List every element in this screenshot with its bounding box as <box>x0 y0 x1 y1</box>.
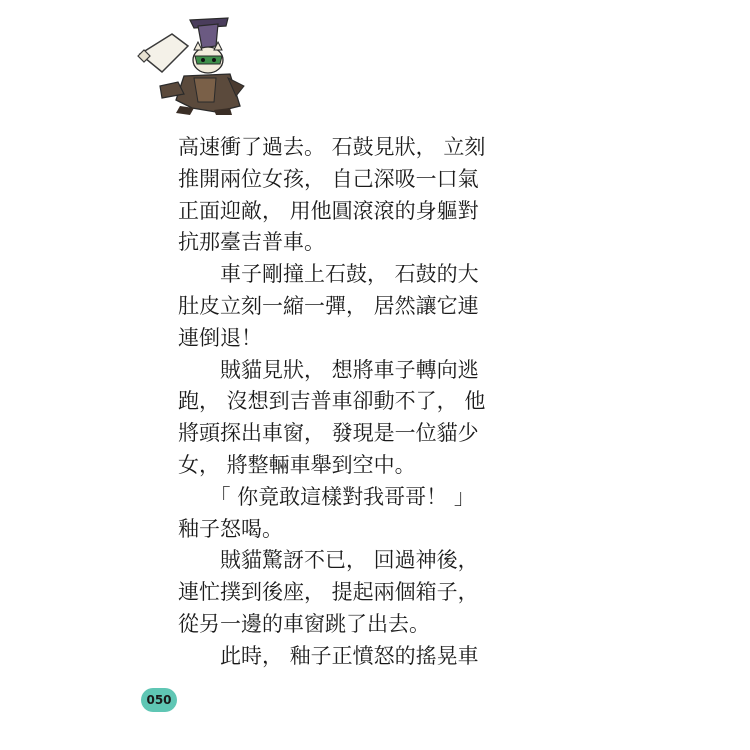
text-line: 推開兩位女孩， 自己深吸一口氣 <box>178 166 479 191</box>
story-text <box>178 132 558 673</box>
text-line: 正面迎敵， 用他圓滾滾的身軀對 <box>178 198 479 223</box>
eye-mask <box>195 56 222 64</box>
text-line: 將頭探出車窗， 發現是一位貓少 <box>178 421 479 446</box>
text-line: 車子剛撞上石鼓， 石鼓的大 <box>178 262 479 287</box>
cat-thief-character-icon <box>132 16 250 116</box>
text-line: 抗那臺吉普車。 <box>178 230 325 255</box>
text-line: 連忙撲到後座， 提起兩個箱子， <box>178 580 479 605</box>
text-line: 「 你竟敢這樣對我哥哥！ 」 <box>178 484 475 509</box>
cat-thief-illustration <box>132 16 250 116</box>
text-line: 賊貓驚訝不已， 回過神後， <box>178 548 479 573</box>
text-line: 釉子怒喝。 <box>178 516 283 541</box>
text-line: 肚皮立刻一縮一彈， 居然讓它連 <box>178 293 479 318</box>
text-line: 連倒退！ <box>178 325 262 350</box>
text-line: 從另一邊的車窗跳了出去。 <box>178 611 430 636</box>
text-line: 高速衝了過去。 石鼓見狀， 立刻 <box>178 135 486 159</box>
text-line: 賊貓見狀， 想將車子轉向逃 <box>178 357 479 382</box>
text-line: 此時， 釉子正憤怒的搖晃車 <box>178 643 479 668</box>
text-line: 女， 將整輛車舉到空中。 <box>178 452 416 477</box>
text-line: 跑， 沒想到吉普車卻動不了， 他 <box>178 389 486 414</box>
hat-crown <box>198 24 218 48</box>
page-number-badge: 050 <box>141 688 177 712</box>
